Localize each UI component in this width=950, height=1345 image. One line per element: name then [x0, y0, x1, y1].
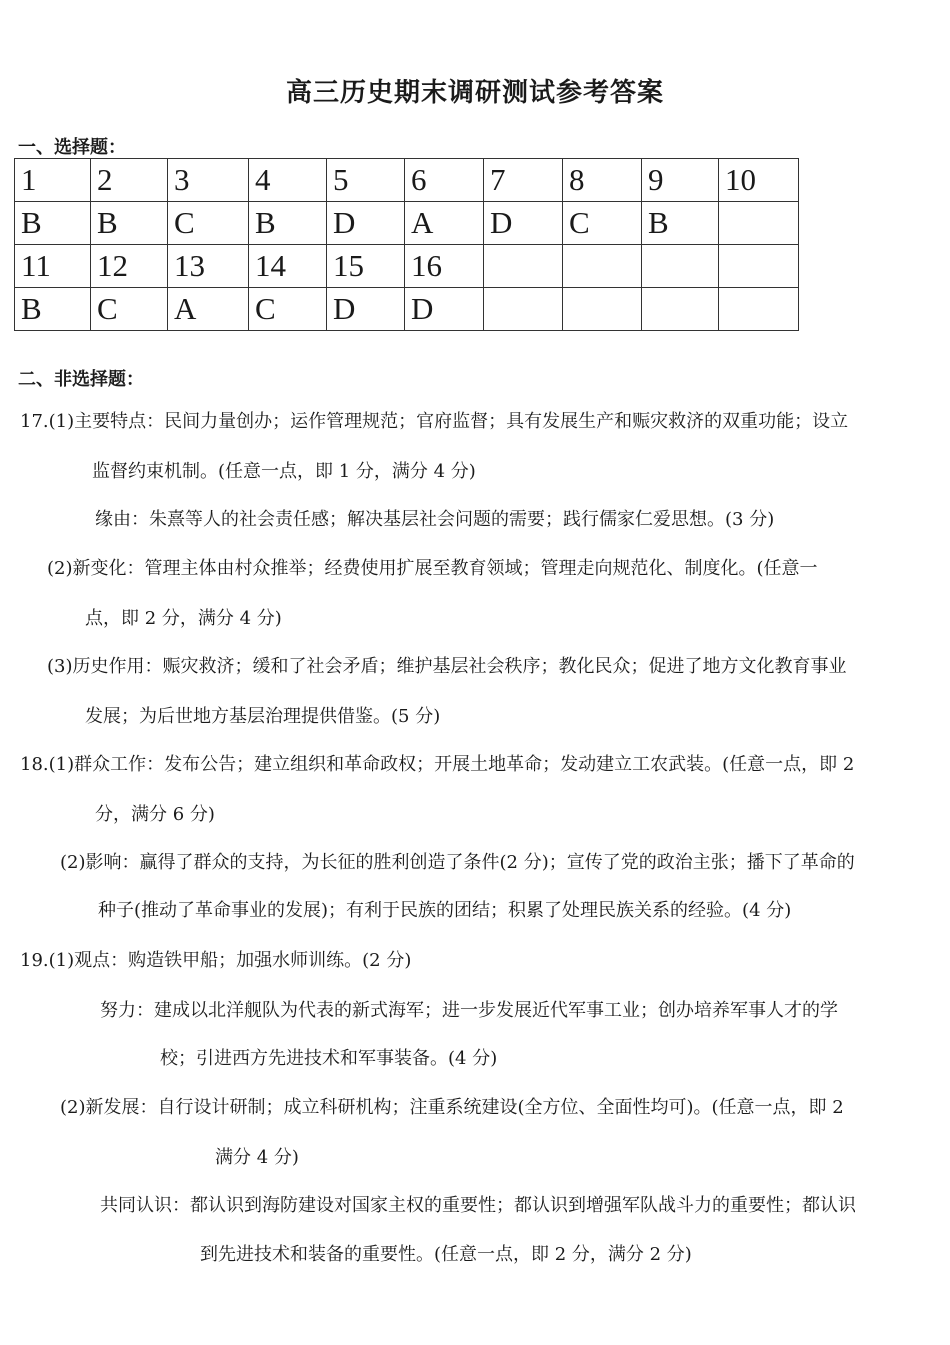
answer-cell: D	[484, 202, 563, 245]
q19-effort-line1: 努力：建成以北洋舰队为代表的新式海军；进一步发展近代军事工业；创办培养军事人才的学	[100, 1000, 838, 1021]
question-number-cell: 3	[168, 159, 249, 202]
question-number-row	[15, 159, 799, 202]
q19-1-line1: 19.(1)观点：购造铁甲船；加强水师训练。(2 分)	[20, 950, 412, 971]
q19-common-line1: 共同认识：都认识到海防建设对国家主权的重要性；都认识到增强军队战斗力的重要性；都认识	[100, 1195, 856, 1216]
question-number-cell: 11	[15, 245, 91, 288]
q18-1-line1: 18.(1)群众工作：发布公告；建立组织和革命政权；开展土地革命；发动建立工农武装。(任意一点，即 2	[20, 754, 855, 775]
q17-reason: 缘由：朱熹等人的社会责任感；解决基层社会问题的需要；践行儒家仁爱思想。(3 分)	[95, 509, 775, 530]
question-number-cell: 8	[563, 159, 642, 202]
answer-cell: D	[405, 288, 484, 331]
answer-cell: C	[563, 202, 642, 245]
q17-2-line1: (2)新变化：管理主体由村众推举；经费使用扩展至教育领域；管理走向规范化、制度化。(任意一	[47, 558, 818, 579]
q18-2-line2: 种子(推动了革命事业的发展)；有利于民族的团结；积累了处理民族关系的经验。(4 分)	[98, 900, 792, 921]
question-number-cell: 4	[249, 159, 327, 202]
question-number-cell	[484, 245, 563, 288]
question-number-cell: 6	[405, 159, 484, 202]
answer-cell	[563, 288, 642, 331]
answer-cell: B	[15, 288, 91, 331]
q19-common-line2: 到先进技术和装备的重要性。(任意一点，即 2 分，满分 2 分)	[200, 1244, 692, 1265]
question-number-cell: 13	[168, 245, 249, 288]
question-number-cell	[642, 245, 719, 288]
q18-2-line1: (2)影响：赢得了群众的支持，为长征的胜利创造了条件(2 分)；宣传了党的政治主张；播下了革命的	[60, 852, 855, 873]
question-number-cell: 2	[91, 159, 168, 202]
answer-cell	[719, 202, 799, 245]
q19-2-line2: 满分 4 分)	[215, 1147, 299, 1168]
answer-cell: B	[91, 202, 168, 245]
section-multiple-choice-heading: 一、选择题：	[18, 137, 126, 158]
q19-effort-line2: 校；引进西方先进技术和军事装备。(4 分)	[160, 1048, 498, 1069]
answer-cell: C	[249, 288, 327, 331]
answer-cell: B	[249, 202, 327, 245]
answer-cell: C	[91, 288, 168, 331]
answer-cell: D	[327, 288, 405, 331]
q17-1-line1: 17.(1)主要特点：民间力量创办；运作管理规范；官府监督；具有发展生产和赈灾救济的双重功能；设立	[20, 411, 849, 432]
q17-3-line1: (3)历史作用：赈灾救济；缓和了社会矛盾；维护基层社会秩序；教化民众；促进了地方文化教育事业	[47, 656, 847, 677]
q19-2-line1: (2)新发展：自行设计研制；成立科研机构；注重系统建设(全方位、全面性均可)。(任意一点，即 2	[60, 1097, 844, 1118]
answer-cell: A	[168, 288, 249, 331]
q17-2-line2: 点，即 2 分，满分 4 分)	[85, 608, 282, 629]
answer-cell: B	[15, 202, 91, 245]
q18-1-line2: 分，满分 6 分)	[95, 804, 215, 825]
answer-cell	[719, 288, 799, 331]
answer-cell: D	[327, 202, 405, 245]
answer-cell: C	[168, 202, 249, 245]
question-number-row	[15, 245, 799, 288]
answer-cell	[642, 288, 719, 331]
question-number-cell	[719, 245, 799, 288]
answer-row	[15, 202, 799, 245]
question-number-cell: 10	[719, 159, 799, 202]
answer-row	[15, 288, 799, 331]
question-number-cell: 1	[15, 159, 91, 202]
q17-1-line2: 监督约束机制。(任意一点，即 1 分，满分 4 分)	[92, 461, 476, 482]
question-number-cell: 9	[642, 159, 719, 202]
question-number-cell: 5	[327, 159, 405, 202]
q17-3-line2: 发展；为后世地方基层治理提供借鉴。(5 分)	[85, 706, 441, 727]
question-number-cell: 7	[484, 159, 563, 202]
answer-cell	[484, 288, 563, 331]
question-number-cell: 16	[405, 245, 484, 288]
page-title: 高三历史期末调研测试参考答案	[285, 78, 664, 108]
section-non-choice-heading: 二、非选择题：	[18, 369, 144, 390]
answer-cell: B	[642, 202, 719, 245]
question-number-cell: 12	[91, 245, 168, 288]
answer-cell: A	[405, 202, 484, 245]
question-number-cell: 15	[327, 245, 405, 288]
question-number-cell: 14	[249, 245, 327, 288]
answer-table	[14, 158, 799, 331]
question-number-cell	[563, 245, 642, 288]
